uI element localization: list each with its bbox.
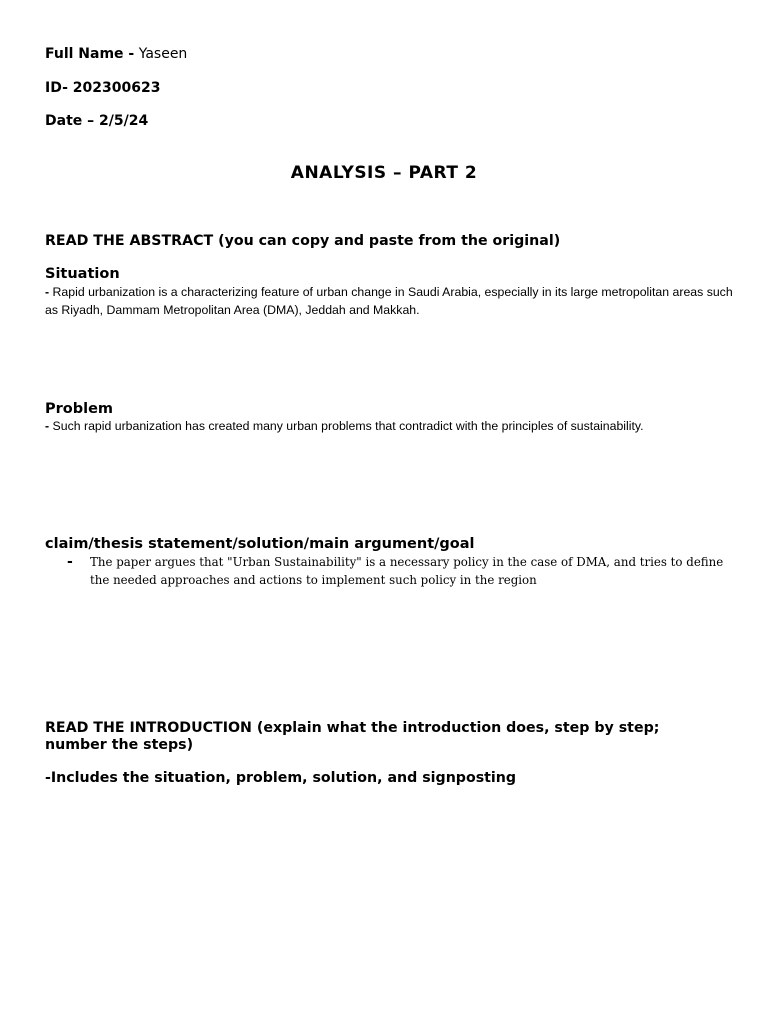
full-name-value: Yaseen (138, 46, 188, 62)
situation-heading: Situation (45, 266, 120, 282)
problem-heading: Problem (45, 401, 114, 417)
claim-bullet-mark: - (67, 554, 73, 570)
full-name-label: Full Name - (45, 46, 135, 62)
introduction-answer: -Includes the situation, problem, solution, and signposting (45, 770, 517, 786)
claim-heading: claim/thesis statement/solution/main argument/goal (45, 536, 475, 552)
problem-text: Such rapid urbanization has created many urban problems that contradict with the principles of sustainability. (52, 419, 644, 433)
situation-dash: - (45, 285, 50, 299)
date-line: Date – 2/5/24 (45, 113, 149, 129)
student-id: ID- 202300623 (45, 80, 161, 96)
page-title: ANALYSIS – PART 2 (290, 163, 478, 183)
problem-paragraph (45, 418, 735, 436)
full-name-line (45, 45, 187, 63)
situation-text: Rapid urbanization is a characterizing feature of urban change in Saudi Arabia, especially in its large metropolitan areas such as Riyadh, Dammam Metropolitan Area (DMA), Jeddah and Makkah. (45, 285, 733, 317)
situation-paragraph (45, 284, 735, 319)
problem-dash: - (45, 419, 50, 433)
claim-text: The paper argues that "Urban Sustainability" is a necessary policy in the case of DMA, and tries to define the needed approaches and actions to implement such policy in the region (90, 555, 724, 587)
abstract-instruction: READ THE ABSTRACT (you can copy and paste from the original) (45, 233, 561, 249)
introduction-instruction: READ THE INTRODUCTION (explain what the introduction does, step by step; number the steps) (45, 720, 660, 753)
